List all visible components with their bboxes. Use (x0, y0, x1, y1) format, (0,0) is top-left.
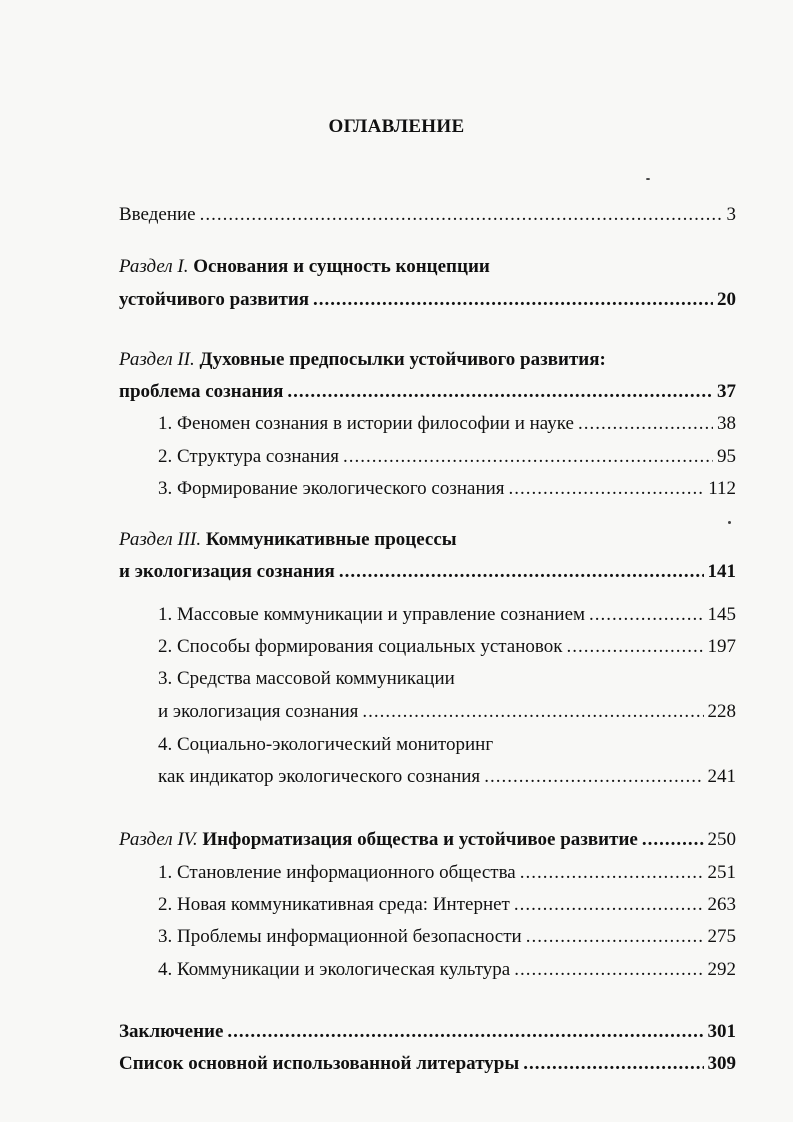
page-number: 263 (707, 894, 736, 915)
section-title: Коммуникативные процессы (205, 529, 457, 550)
toc-entry-4-2 (158, 893, 736, 917)
leader-dots (526, 925, 704, 949)
toc-entry-3-2 (158, 635, 736, 659)
toc-entry-4-3 (158, 925, 736, 949)
toc-entry-bibliography (119, 1052, 736, 1076)
leader-dots (287, 380, 713, 404)
scan-speck (646, 178, 650, 180)
toc-entry-2-3 (158, 477, 736, 501)
toc-entry-3-1 (158, 603, 736, 627)
entry-label: 3. Проблемы информационной безопасности (158, 926, 522, 947)
page-number: 309 (707, 1053, 736, 1074)
toc-title: ОГЛАВЛЕНИЕ (328, 116, 465, 137)
leader-dots (343, 445, 713, 469)
section-title: Основания и сущность концепции (193, 256, 490, 277)
toc-entry-section2 (119, 380, 736, 404)
toc-entry-conclusion (119, 1020, 736, 1044)
toc-entry-intro (119, 203, 736, 227)
entry-label: как индикатор экологического сознания (158, 766, 481, 787)
page-number: 38 (717, 413, 736, 434)
page-number: 241 (707, 766, 736, 787)
section-prefix: Раздел III. (119, 529, 202, 550)
leader-dots (227, 1020, 703, 1044)
leader-dots (362, 700, 703, 724)
toc-entry-section4 (119, 828, 736, 852)
entry-label: 3. Средства массовой коммуникации (158, 668, 455, 689)
entry-label: и экологизация сознания (158, 701, 359, 722)
page-number: 228 (707, 701, 736, 722)
section-title: Информатизация общества и устойчивое развитие (202, 829, 638, 850)
entry-label: устойчивого развития (119, 289, 310, 310)
leader-dots (514, 958, 703, 982)
leader-dots (313, 288, 713, 312)
entry-label: Заключение (119, 1021, 224, 1042)
entry-label: 3. Формирование экологического сознания (158, 478, 505, 499)
leader-dots (339, 560, 704, 584)
section-prefix: Раздел II. (119, 349, 195, 370)
page-number: 141 (707, 561, 736, 582)
page-number: 3 (726, 204, 736, 225)
entry-label: 2. Новая коммуникативная среда: Интернет (158, 894, 510, 915)
entry-label: Введение (119, 204, 196, 225)
leader-dots (523, 1052, 703, 1076)
page-number: 145 (707, 604, 736, 625)
leader-dots (514, 893, 704, 917)
toc-entry-3-3-line1 (158, 667, 455, 691)
leader-dots (509, 477, 705, 501)
leader-dots (578, 412, 713, 436)
entry-label: Список основной использованной литературы (119, 1053, 520, 1074)
page-number: 275 (707, 926, 736, 947)
entry-label: 4. Социально-экологический мониторинг (158, 734, 494, 755)
toc-entry-2-1 (158, 412, 736, 436)
entry-label: 1. Массовые коммуникации и управление сознанием (158, 604, 586, 625)
section-prefix: Раздел I. (119, 256, 189, 277)
page-number: 112 (708, 478, 736, 499)
toc-entry-3-4 (158, 765, 736, 789)
toc-entry-2-2 (158, 445, 736, 469)
entry-label: проблема сознания (119, 381, 284, 402)
leader-dots (589, 603, 703, 627)
entry-label: и экологизация сознания (119, 561, 335, 582)
entry-label (119, 828, 638, 852)
page-number: 301 (707, 1021, 736, 1042)
toc-entry-4-1 (158, 861, 736, 885)
page-number: 250 (707, 829, 736, 850)
toc-entry-section3 (119, 560, 736, 584)
toc-entry-3-4-line1 (158, 733, 493, 757)
leader-dots (520, 861, 704, 885)
section1-heading (119, 255, 490, 279)
page-number: 20 (717, 289, 736, 310)
entry-label: 2. Способы формирования социальных установок (158, 636, 563, 657)
section2-heading (119, 348, 606, 372)
scan-speck (728, 521, 731, 524)
toc-entry-4-4 (158, 958, 736, 982)
leader-dots (200, 203, 723, 227)
leader-dots (566, 635, 703, 659)
entry-label: 1. Феномен сознания в истории философии и науке (158, 413, 574, 434)
entry-label: 4. Коммуникации и экологическая культура (158, 959, 511, 980)
page-number: 292 (707, 959, 736, 980)
entry-label: 2. Структура сознания (158, 446, 340, 467)
page-number: 251 (707, 862, 736, 883)
toc-entry-3-3 (158, 700, 736, 724)
entry-label: 1. Становление информационного общества (158, 862, 516, 883)
section-prefix: Раздел IV. (119, 829, 198, 850)
leader-dots (642, 828, 704, 852)
page-number: 197 (707, 636, 736, 657)
section-title: Духовные предпосылки устойчивого развития: (199, 349, 606, 370)
section3-heading (119, 528, 457, 552)
toc-entry-section1 (119, 288, 736, 312)
leader-dots (484, 765, 703, 789)
page-number: 95 (717, 446, 736, 467)
page-number: 37 (717, 381, 736, 402)
